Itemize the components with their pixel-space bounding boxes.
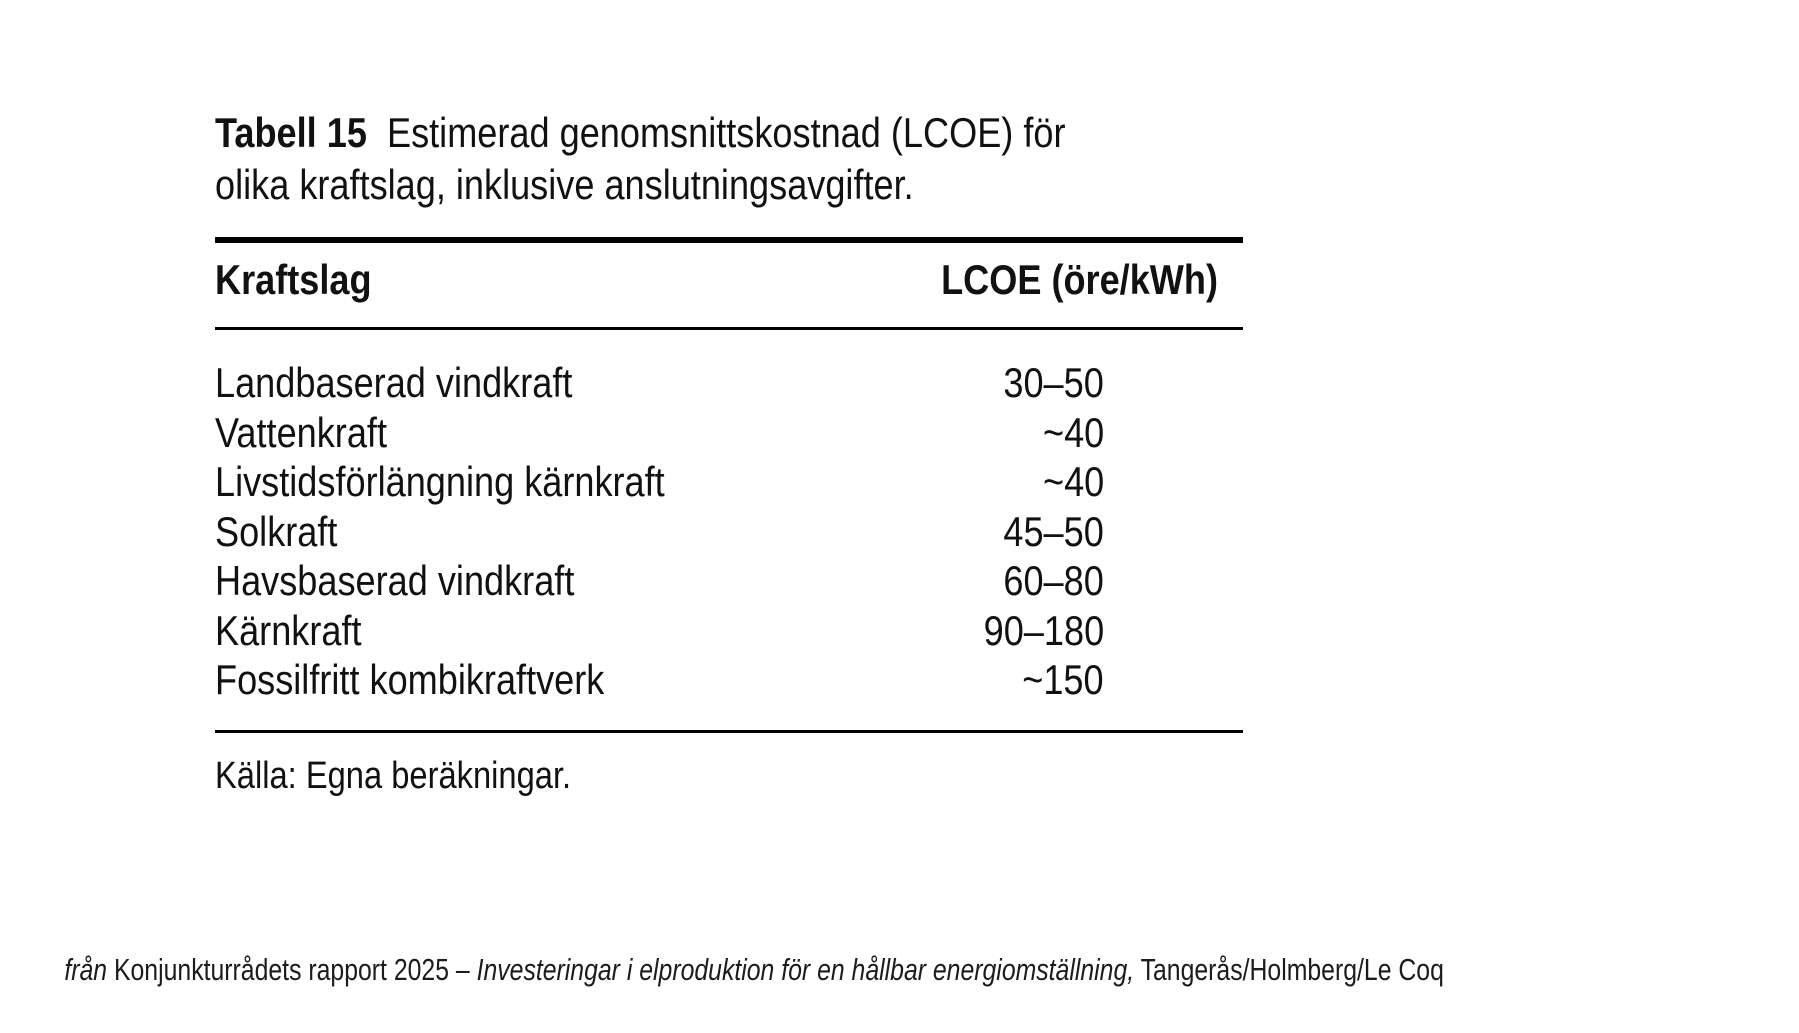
table-header-row xyxy=(215,243,1243,327)
table-row xyxy=(215,358,1104,408)
table-row xyxy=(215,507,1104,557)
row-value: 45–50 xyxy=(1003,507,1104,555)
source-note xyxy=(215,753,629,799)
row-label: Havsbaserad vindkraft xyxy=(215,557,575,604)
row-label: Fossilfritt kombikraftverk xyxy=(215,656,605,703)
caption-text-line-2: olika kraftslag, inklusive anslutningsavgifter. xyxy=(215,161,914,208)
row-label: Landbaserad vindkraft xyxy=(215,359,573,406)
row-value: 30–50 xyxy=(1003,359,1104,406)
row-value: 90–180 xyxy=(983,606,1104,654)
caption-line-1 xyxy=(215,107,1066,159)
table-row xyxy=(215,606,1104,656)
column-header-lcoe: LCOE (öre/kWh) xyxy=(941,256,1218,303)
caption-number: Tabell 15 xyxy=(215,109,367,156)
table-row xyxy=(215,556,1104,606)
attribution-part-report: Konjunkturrådets rapport 2025 – xyxy=(113,952,477,987)
row-label: Kärnkraft xyxy=(215,606,362,654)
row-value: ~150 xyxy=(1022,656,1104,703)
attribution-footer xyxy=(23,907,1799,1033)
table-caption xyxy=(215,107,1204,211)
table-row xyxy=(215,408,1104,458)
attribution-text xyxy=(23,907,1444,1033)
row-value: ~40 xyxy=(1042,408,1104,456)
table-row xyxy=(215,457,1104,507)
row-value: ~40 xyxy=(1042,458,1104,505)
column-header-kraftslag: Kraftslag xyxy=(215,256,372,303)
table-body xyxy=(215,330,1243,730)
caption-text-line-1: Estimerad genomsnittskostnad (LCOE) för xyxy=(366,109,1066,156)
row-label: Vattenkraft xyxy=(215,408,387,456)
table-bottom-rule xyxy=(215,730,1243,733)
attribution-part-report-title: Investeringar i elproduktion för en hållbar energiomställning, xyxy=(476,952,1135,987)
attribution-part-from: från xyxy=(64,952,114,987)
row-label: Solkraft xyxy=(215,507,338,555)
row-value: 60–80 xyxy=(1003,557,1104,604)
lcoe-table xyxy=(215,237,1243,733)
attribution-part-authors: Tangerås/Holmberg/Le Coq xyxy=(1134,952,1444,987)
source-note-text: Källa: Egna beräkningar. xyxy=(215,755,572,797)
table-row xyxy=(215,655,1104,705)
row-label: Livstidsförlängning kärnkraft xyxy=(215,458,665,505)
